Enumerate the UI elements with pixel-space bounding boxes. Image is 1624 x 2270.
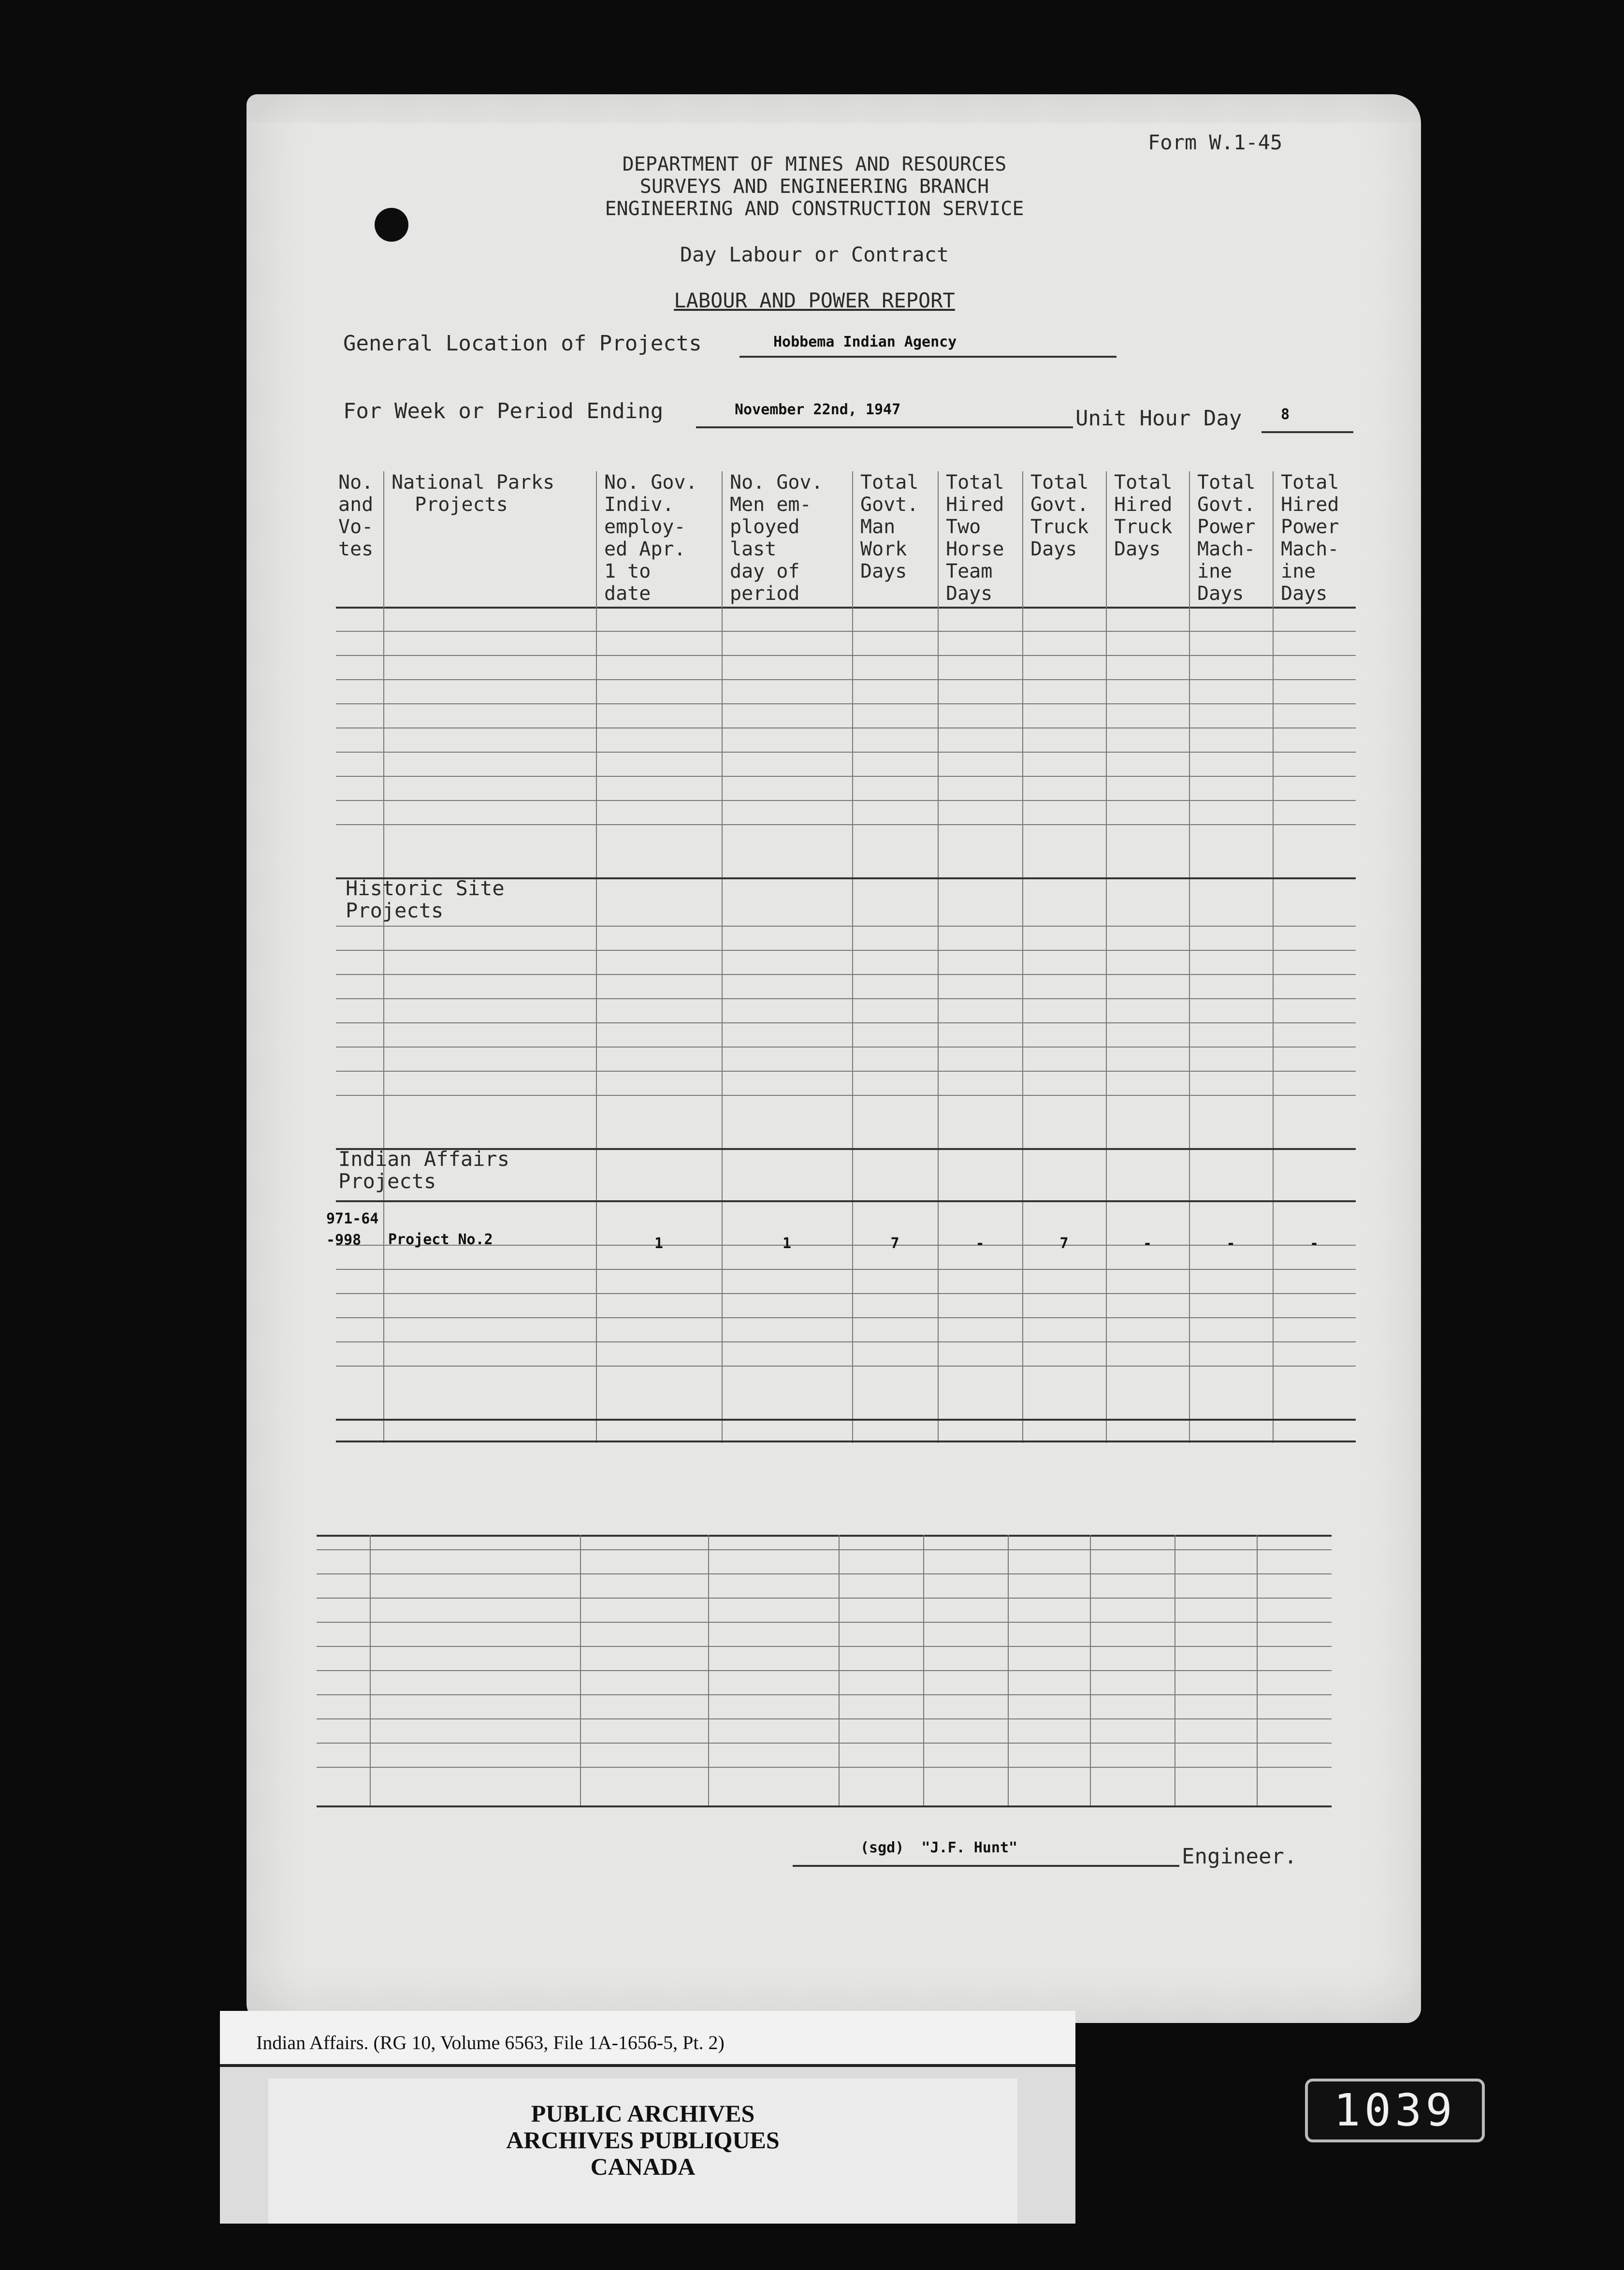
row-rule	[317, 1646, 1332, 1647]
period-underline	[696, 426, 1073, 428]
column-divider	[370, 1535, 371, 1805]
row-rule	[336, 655, 1356, 656]
col-header-project: National Parks Projects	[392, 471, 555, 516]
archive-stamp	[268, 2079, 1017, 2224]
blank-grid	[317, 1535, 1332, 1810]
row-rule	[336, 1341, 1356, 1342]
column-divider	[1174, 1535, 1175, 1805]
row-rule	[336, 1293, 1356, 1294]
section-indian-affairs: Indian Affairs Projects	[338, 1147, 510, 1193]
unit-label: Unit Hour Day	[1075, 406, 1242, 431]
archive-reference-band	[220, 2011, 1075, 2067]
row-rule	[336, 1317, 1356, 1318]
row-rule	[336, 1366, 1356, 1367]
location-value: Hobbema Indian Agency	[773, 334, 957, 350]
cell-man-work-days: 7	[890, 1235, 899, 1252]
archive-country: CANADA	[590, 2153, 696, 2180]
department-heading: DEPARTMENT OF MINES AND RESOURCES	[622, 153, 1007, 175]
row-rule	[336, 1047, 1356, 1048]
column-divider	[596, 471, 597, 1443]
cell-govt-power-days: -	[1226, 1235, 1235, 1252]
row-rule	[336, 950, 1356, 951]
period-value: November 22nd, 1947	[735, 401, 901, 418]
section-historic: Historic Site Projects	[346, 876, 505, 922]
form-number: Form W.1-45	[1148, 131, 1283, 154]
col-header-men-last-day: No. Gov. Men em- ployed last day of period	[730, 471, 823, 605]
column-divider	[580, 1535, 581, 1805]
column-divider	[839, 1535, 840, 1805]
column-divider	[852, 471, 853, 1443]
col-header-govt-power-days: Total Govt. Power Mach- ine Days	[1197, 471, 1256, 605]
col-header-indiv-employed: No. Gov. Indiv. employ- ed Apr. 1 to date	[604, 471, 697, 605]
report-title: LABOUR AND POWER REPORT	[674, 289, 955, 312]
cell-indiv-employed: 1	[654, 1235, 664, 1252]
row-rule	[317, 1535, 1332, 1537]
cell-hired-power-days: -	[1309, 1235, 1319, 1252]
labour-type: Day Labour or Contract	[680, 243, 949, 266]
column-divider	[938, 471, 939, 1443]
row-rule	[317, 1573, 1332, 1574]
row-rule	[336, 679, 1356, 680]
column-divider	[722, 471, 723, 1443]
column-divider	[708, 1535, 709, 1805]
row-rule	[336, 776, 1356, 777]
signature-text: (sgd) "J.F. Hunt"	[860, 1839, 1018, 1856]
location-underline	[740, 356, 1116, 358]
column-divider	[1022, 471, 1023, 1443]
col-header-govt-truck-days: Total Govt. Truck Days	[1030, 471, 1089, 560]
cell-hired-truck-days: -	[1143, 1235, 1152, 1252]
row-rule	[317, 1767, 1332, 1768]
vote-number: 971-64 -998	[326, 1210, 379, 1249]
column-divider	[1106, 471, 1107, 1443]
row-rule	[336, 998, 1356, 999]
row-rule	[317, 1805, 1332, 1807]
project-name: Project No.2	[388, 1231, 493, 1248]
signature-role: Engineer.	[1182, 1844, 1297, 1869]
col-header-man-work-days: Total Govt. Man Work Days	[860, 471, 919, 582]
col-header-vote: No. and Vo- tes	[338, 471, 374, 560]
location-label: General Location of Projects	[343, 331, 702, 356]
unit-value: 8	[1281, 406, 1290, 423]
section-rule	[336, 1200, 1356, 1202]
row-rule	[336, 1269, 1356, 1270]
column-divider	[1257, 1535, 1258, 1805]
labour-table	[326, 471, 1356, 1457]
column-divider	[1090, 1535, 1091, 1805]
col-header-hired-truck-days: Total Hired Truck Days	[1114, 471, 1173, 560]
row-rule	[317, 1743, 1332, 1744]
column-divider	[1008, 1535, 1009, 1805]
row-rule	[317, 1670, 1332, 1671]
row-rule	[317, 1622, 1332, 1623]
frame-number: 1039	[1305, 2079, 1485, 2142]
header-rule	[336, 607, 1356, 609]
row-rule	[336, 926, 1356, 927]
row-rule	[336, 1022, 1356, 1023]
section-rule	[336, 1419, 1356, 1421]
cell-govt-truck-days: 7	[1059, 1235, 1069, 1252]
signature-underline	[793, 1865, 1179, 1867]
period-label: For Week or Period Ending	[343, 399, 664, 423]
row-rule	[336, 800, 1356, 801]
unit-underline	[1262, 431, 1353, 433]
archive-name-en: PUBLIC ARCHIVES	[531, 2100, 755, 2127]
row-rule	[317, 1598, 1332, 1599]
cell-horse-team-days: -	[975, 1235, 985, 1252]
punch-hole	[375, 208, 408, 242]
col-header-hired-power-days: Total Hired Power Mach- ine Days	[1281, 471, 1339, 605]
archive-label	[220, 2011, 1075, 2224]
section-rule	[336, 1441, 1356, 1442]
column-divider	[1273, 471, 1274, 1443]
row-rule	[317, 1549, 1332, 1550]
row-rule	[336, 974, 1356, 975]
column-divider	[923, 1535, 924, 1805]
archive-reference: Indian Affairs. (RG 10, Volume 6563, File 1A-1656-5, Pt. 2)	[256, 2032, 725, 2053]
row-rule	[317, 1694, 1332, 1695]
cell-men-last-day: 1	[782, 1235, 792, 1252]
row-rule	[336, 631, 1356, 632]
column-divider	[1189, 471, 1190, 1443]
row-rule	[336, 1095, 1356, 1096]
col-header-horse-team-days: Total Hired Two Horse Team Days	[946, 471, 1004, 605]
service-heading: ENGINEERING AND CONSTRUCTION SERVICE	[605, 198, 1024, 220]
row-rule	[317, 1718, 1332, 1719]
branch-heading: SURVEYS AND ENGINEERING BRANCH	[639, 175, 989, 198]
archive-name-fr: ARCHIVES PUBLIQUES	[506, 2126, 780, 2154]
row-rule	[336, 1071, 1356, 1072]
row-rule	[336, 824, 1356, 825]
column-divider	[383, 471, 384, 1443]
row-rule	[336, 752, 1356, 753]
row-rule	[336, 703, 1356, 704]
